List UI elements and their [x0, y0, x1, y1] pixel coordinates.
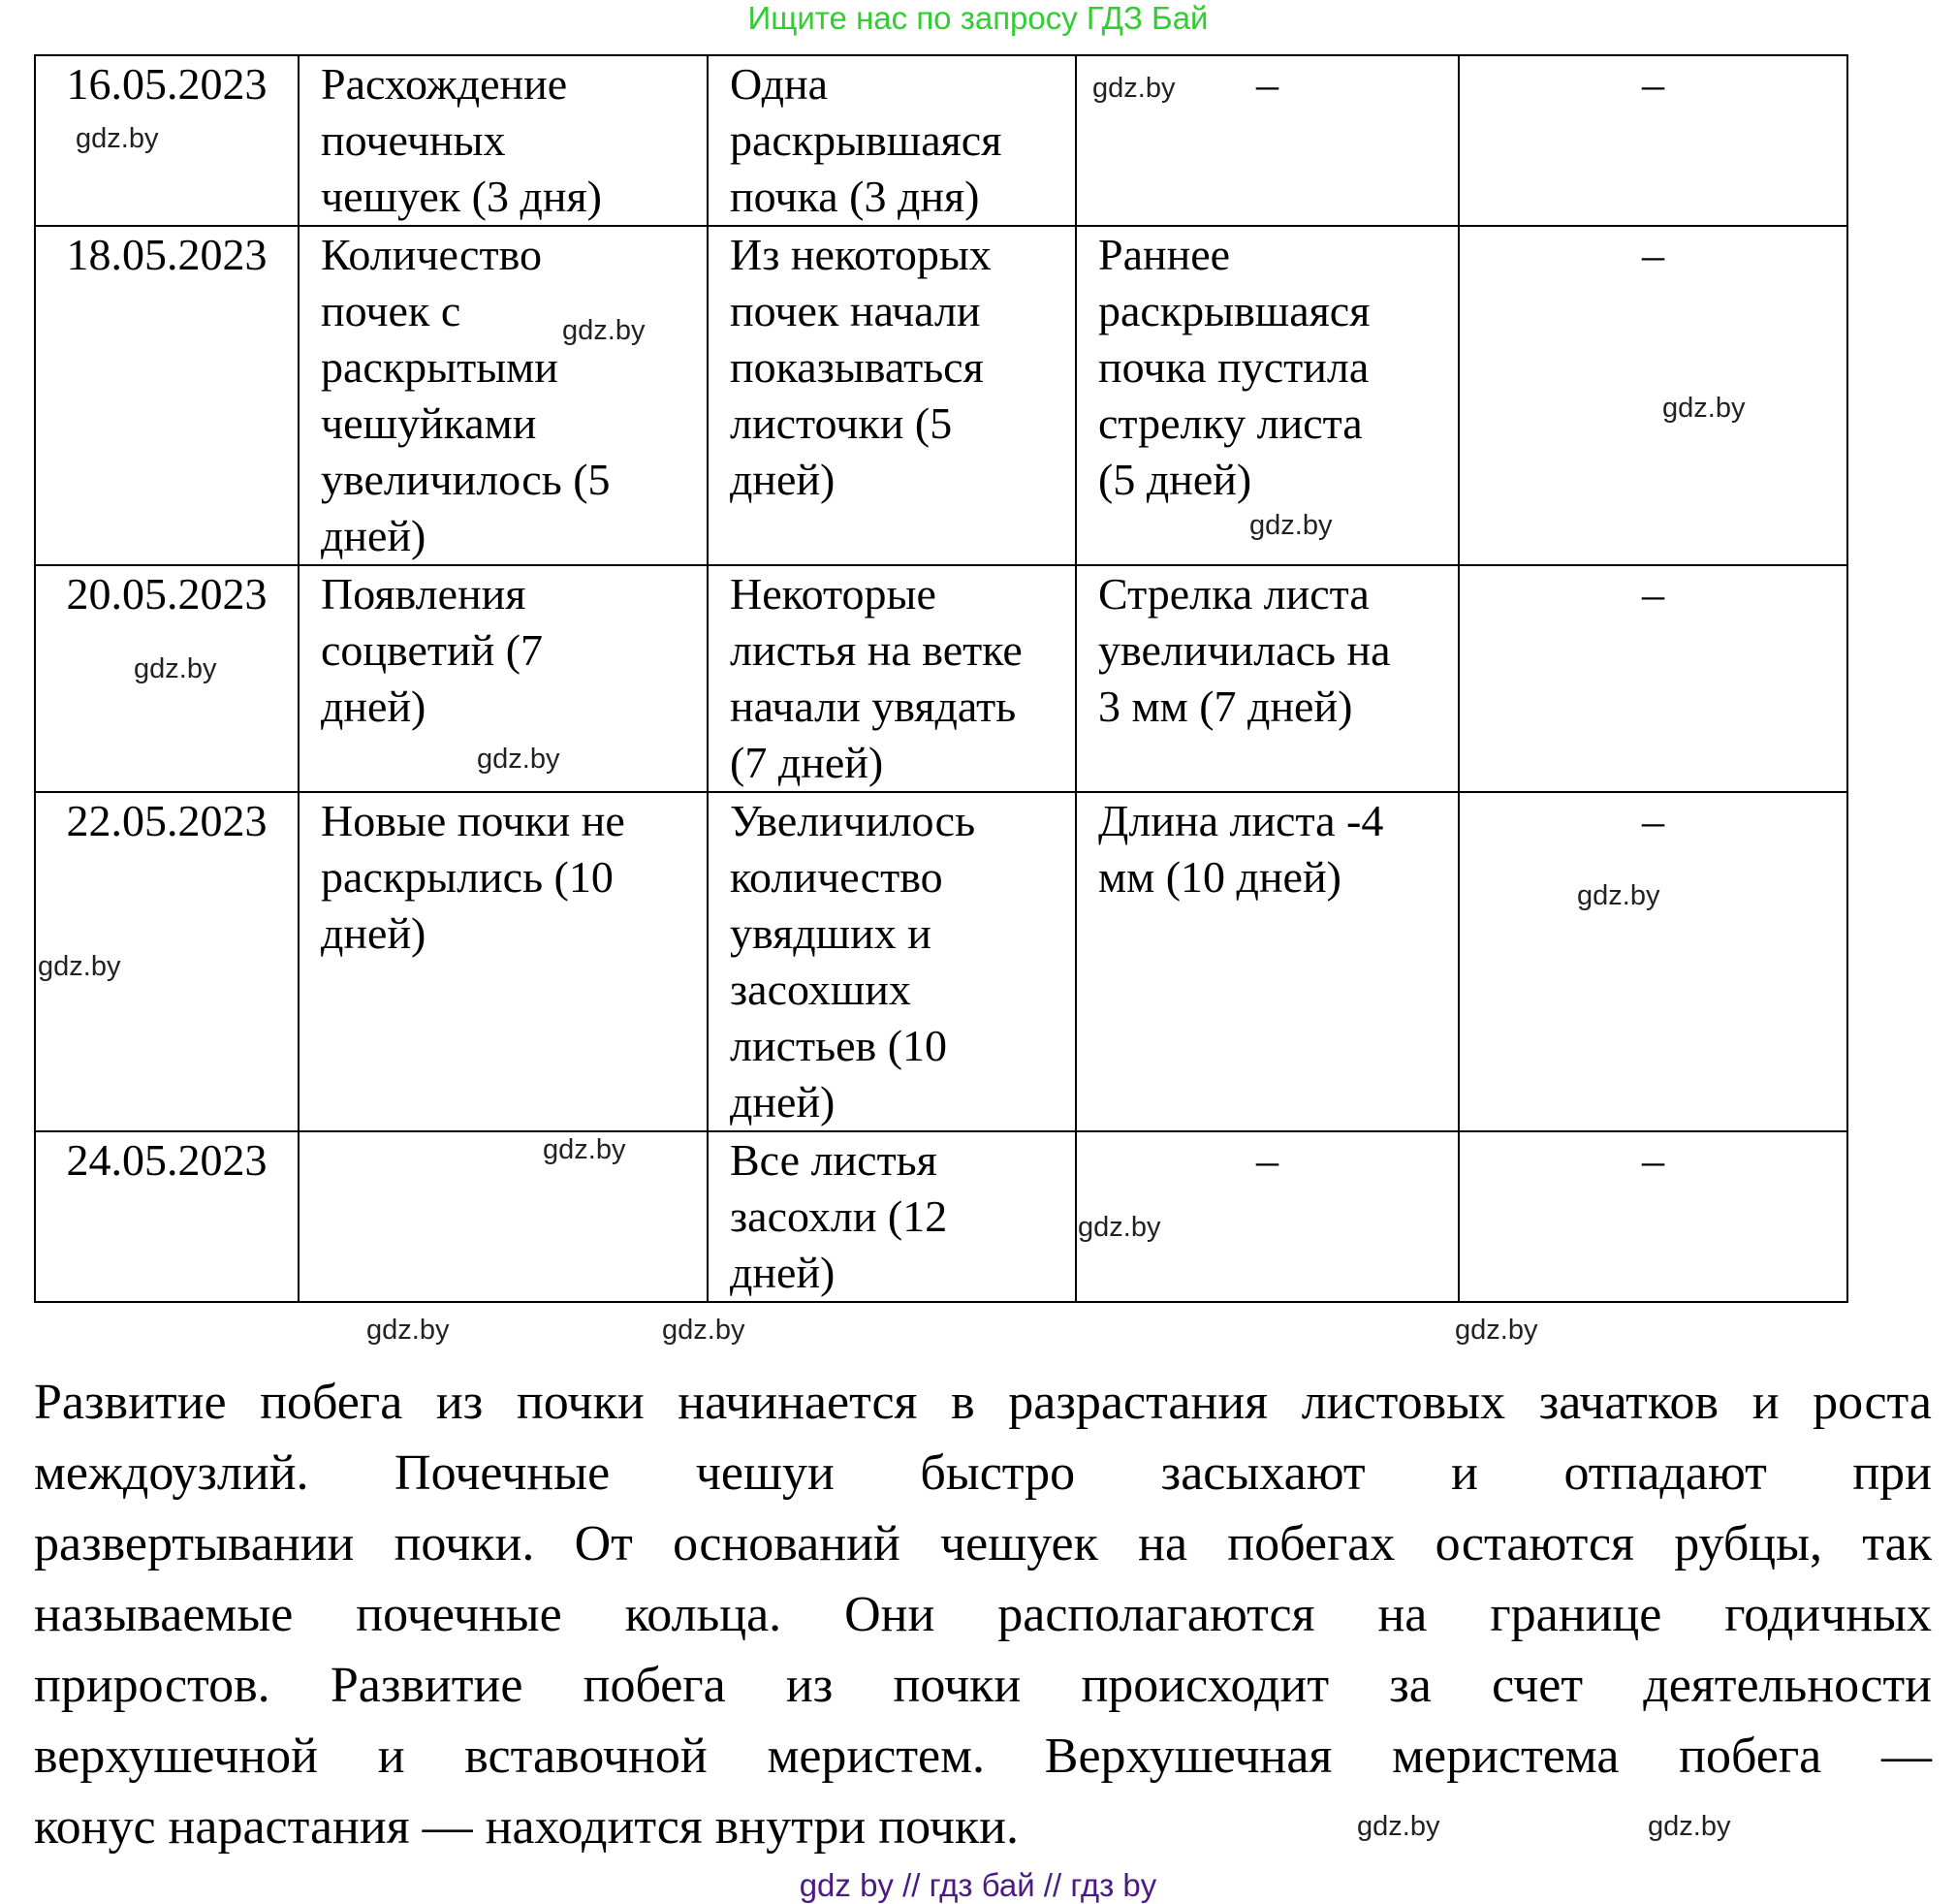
watermark: gdz.by — [1078, 1212, 1161, 1243]
table-cell: Появления соцветий (7 дней) — [299, 565, 708, 792]
table-cell: – — [1459, 1131, 1847, 1302]
watermark: gdz.by — [1357, 1811, 1440, 1842]
table-cell: Количество почек с раскрытыми чешуйками увеличилось (5 дней) — [299, 226, 708, 565]
table-cell: Одна раскрывшаяся почка (3 дня) — [708, 55, 1076, 226]
paragraph-line: конус нарастания — находится внутри почки. — [34, 1799, 1019, 1855]
table-row — [35, 1131, 1847, 1302]
table-cell: – — [1076, 1131, 1459, 1302]
table-cell: Стрелка листа увеличилась на 3 мм (7 дней) — [1076, 565, 1459, 792]
watermark: gdz.by — [38, 951, 121, 982]
watermark: gdz.by — [76, 123, 159, 154]
watermark: gdz.by — [1577, 880, 1660, 911]
watermark: gdz.by — [477, 744, 560, 775]
date-cell: 16.05.2023 — [35, 55, 299, 226]
table-cell: Расхождение почечных чешуек (3 дня) — [299, 55, 708, 226]
paragraph-line: называемые почечные кольца. Они располагаются на границе годичных — [34, 1587, 1932, 1642]
table-cell: – — [1459, 565, 1847, 792]
table-cell: Новые почки не раскрылись (10 дней) — [299, 792, 708, 1131]
watermark: gdz.by — [1455, 1315, 1538, 1346]
watermark: gdz.by — [562, 315, 646, 346]
paragraph-line: междоузлий. Почечные чешуи быстро засыхают и отпадают при — [34, 1445, 1932, 1501]
explanation-paragraph — [34, 1367, 1932, 1862]
table-row — [35, 55, 1847, 226]
watermark: gdz.by — [662, 1315, 745, 1346]
table-cell: – — [1459, 226, 1847, 565]
table-cell: Длина листа -4 мм (10 дней) — [1076, 792, 1459, 1131]
table-cell: – — [1459, 55, 1847, 226]
watermark: gdz.by — [1092, 73, 1176, 104]
table-cell: – — [1076, 55, 1459, 226]
table-cell: Из некоторых почек начали показываться листочки (5 дней) — [708, 226, 1076, 565]
date-cell: 18.05.2023 — [35, 226, 299, 565]
search-banner: Ищите нас по запросу ГДЗ Бай — [747, 0, 1209, 36]
date-cell: 20.05.2023 — [35, 565, 299, 792]
date-cell: 24.05.2023 — [35, 1131, 299, 1302]
paragraph-line: Развитие побега из почки начинается в разрастания листовых зачатков и роста — [34, 1375, 1932, 1430]
paragraph-line: приростов. Развитие побега из почки происходит за счет деятельности — [34, 1658, 1932, 1713]
watermark: gdz.by — [1648, 1811, 1731, 1842]
table-cell: Раннее раскрывшаяся почка пустила стрелку листа (5 дней) — [1076, 226, 1459, 565]
table-cell: Некоторые листья на ветке начали увядать (7 дней) — [708, 565, 1076, 792]
table-row — [35, 792, 1847, 1131]
table-cell: Все листья засохли (12 дней) — [708, 1131, 1076, 1302]
table-row — [35, 565, 1847, 792]
table-cell: Увеличилось количество увядших и засохших листьев (10 дней) — [708, 792, 1076, 1131]
watermark: gdz.by — [1249, 510, 1333, 541]
footer-links: gdz by // гдз бай // гдз by — [799, 1867, 1157, 1903]
table-cell: – — [1459, 792, 1847, 1131]
watermark: gdz.by — [543, 1134, 626, 1165]
paragraph-line: развертывании почки. От оснований чешуек на побегах остаются рубцы, так — [34, 1516, 1932, 1571]
date-cell: 22.05.2023 — [35, 792, 299, 1131]
table-row — [35, 226, 1847, 565]
watermark: gdz.by — [134, 653, 217, 684]
watermark: gdz.by — [366, 1315, 450, 1346]
watermark: gdz.by — [1662, 393, 1746, 424]
observation-table — [34, 54, 1848, 1303]
table-cell — [299, 1131, 708, 1302]
paragraph-line: верхушечной и вставочной меристем. Верхушечная меристема побега — — [34, 1729, 1932, 1784]
